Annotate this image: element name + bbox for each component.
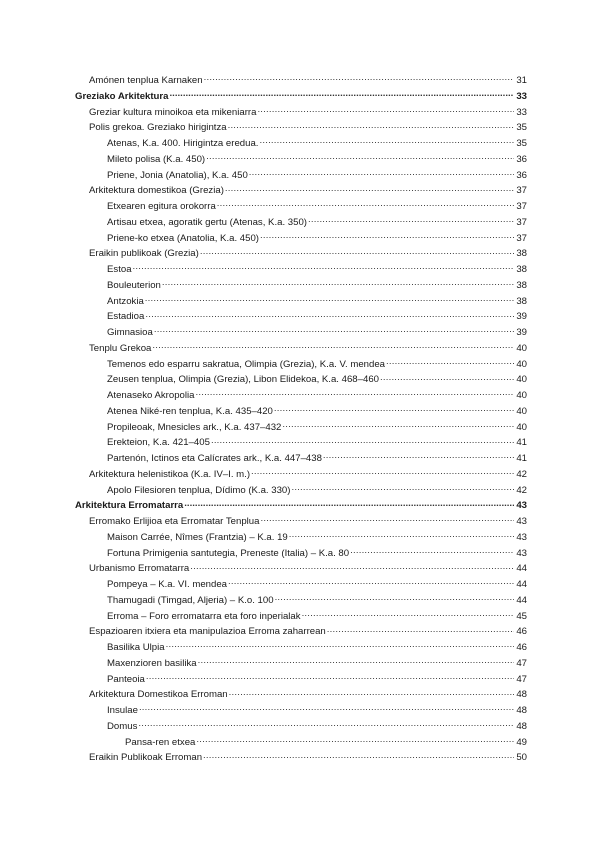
toc-dot-leader <box>302 609 514 619</box>
toc-entry-title: Bouleuterion <box>107 279 161 291</box>
toc-dot-leader <box>282 420 514 430</box>
toc-dot-leader <box>380 372 514 382</box>
toc-entry[interactable] <box>0 120 600 136</box>
toc-dot-leader <box>228 120 514 130</box>
toc-entry[interactable] <box>0 546 600 562</box>
toc-dot-leader <box>249 168 514 178</box>
toc-page-number: 42 <box>516 468 527 480</box>
toc-dot-leader <box>195 388 514 398</box>
toc-entry-title: Partenón, Ictinos eta Calícrates ark., K.a. 447–438 <box>107 453 322 464</box>
toc-dot-leader <box>229 687 514 697</box>
toc-entry[interactable] <box>0 561 600 577</box>
toc-page-number: 43 <box>516 547 527 559</box>
toc-page-number: 47 <box>516 673 527 685</box>
toc-page-number: 38 <box>516 248 527 260</box>
toc-entry[interactable] <box>0 341 600 357</box>
toc-dot-leader <box>166 640 514 650</box>
toc-dot-leader <box>228 577 514 587</box>
toc-dot-leader <box>145 309 514 319</box>
toc-dot-leader <box>196 735 514 745</box>
toc-entry[interactable] <box>0 719 600 735</box>
toc-dot-leader <box>260 231 514 241</box>
toc-entry[interactable] <box>0 624 600 640</box>
toc-page-number: 37 <box>516 216 527 228</box>
toc-page-number: 35 <box>516 138 527 149</box>
toc-page-number: 40 <box>516 358 527 370</box>
toc-page-number: 38 <box>516 264 527 275</box>
toc-entry[interactable] <box>0 372 600 388</box>
toc-entry-title: Tenplu Grekoa <box>89 342 152 354</box>
toc-page-number: 49 <box>516 736 527 748</box>
toc-entry[interactable] <box>0 199 600 215</box>
toc-dot-leader <box>217 199 514 209</box>
toc-page-number: 36 <box>516 153 527 165</box>
toc-chapter-entry[interactable] <box>0 498 600 514</box>
toc-page-number: 46 <box>516 626 527 638</box>
toc-dot-leader <box>190 561 514 571</box>
toc-page-number: 41 <box>516 453 527 464</box>
toc-entry[interactable] <box>0 609 600 625</box>
toc-dot-leader <box>275 593 514 603</box>
toc-entry-title: Arkitektura domestikoa (Grezia) <box>89 185 224 197</box>
toc-entry[interactable] <box>0 750 600 766</box>
toc-entry-title: Gimnasioa <box>107 327 153 338</box>
toc-page-number: 44 <box>516 594 527 606</box>
toc-entry-title: Domus <box>107 720 138 732</box>
toc-entry[interactable] <box>0 105 600 121</box>
toc-entry-title: Zeusen tenplua, Olimpia (Grezia), Libon Elidekoa, K.a. 468–460 <box>107 374 379 386</box>
toc-entry[interactable] <box>0 404 600 420</box>
toc-entry-title: Fortuna Primigenia santutegia, Preneste (Italia) – K.a. 80 <box>107 547 350 559</box>
toc-entry[interactable] <box>0 735 600 751</box>
toc-dot-leader <box>259 136 514 146</box>
toc-entry[interactable] <box>0 73 600 89</box>
toc-entry[interactable] <box>0 278 600 294</box>
toc-dot-leader <box>146 672 514 682</box>
toc-entry-title: Insulae <box>107 705 138 716</box>
toc-entry-title: Artisau etxea, agoratik gertu (Atenas, K.a. 350) <box>107 216 307 228</box>
toc-entry[interactable] <box>0 672 600 688</box>
toc-page-number: 48 <box>516 705 527 716</box>
table-of-contents <box>0 73 600 766</box>
toc-dot-leader <box>274 404 514 414</box>
toc-dot-leader <box>323 451 514 461</box>
toc-page-number: 33 <box>516 90 527 102</box>
toc-entry-title: Propileoak, Mnesicles ark., K.a. 437–432 <box>107 421 282 433</box>
toc-entry[interactable] <box>0 703 600 719</box>
toc-entry[interactable] <box>0 388 600 404</box>
toc-dot-leader <box>133 262 514 272</box>
toc-entry-title: Thamugadi (Timgad, Aljeria) – K.o. 100 <box>107 594 274 606</box>
toc-page-number: 43 <box>516 500 527 512</box>
toc-entry[interactable] <box>0 294 600 310</box>
toc-entry[interactable] <box>0 136 600 152</box>
toc-entry-title: Eraikin publikoak (Grezia) <box>89 248 199 260</box>
toc-dot-leader <box>211 435 514 445</box>
toc-page-number: 44 <box>516 579 527 590</box>
toc-entry-title: Urbanismo Erromatarra <box>89 563 190 575</box>
toc-dot-leader <box>257 105 514 115</box>
toc-page-number: 37 <box>516 232 527 244</box>
toc-page-number: 39 <box>516 311 527 323</box>
toc-entry-title: Erromako Erlijioa eta Erromatar Tenplua <box>89 516 260 527</box>
toc-entry[interactable] <box>0 309 600 325</box>
toc-entry-title: Mileto polisa (K.a. 450) <box>107 153 206 165</box>
toc-page-number: 35 <box>516 122 527 134</box>
toc-page-number: 38 <box>516 295 527 307</box>
toc-dot-leader <box>251 467 514 477</box>
toc-dot-leader <box>291 483 514 493</box>
toc-page-number: 40 <box>516 390 527 401</box>
toc-entry-title: Maxenzioren basilika <box>107 657 197 669</box>
toc-entry[interactable] <box>0 435 600 451</box>
toc-page-number: 38 <box>516 279 527 291</box>
toc-page-number: 47 <box>516 657 527 669</box>
toc-entry[interactable] <box>0 451 600 467</box>
toc-entry-title: Temenos edo esparru sakratua, Olimpia (Grezia), K.a. V. mendea <box>107 358 385 370</box>
toc-entry-title: Apolo Filesioren tenplua, Dídimo (K.a. 330) <box>107 484 291 496</box>
toc-page-number: 37 <box>516 201 527 212</box>
toc-page-number: 40 <box>516 421 527 433</box>
toc-entry-title: Eraikin Publikoak Erroman <box>89 752 203 764</box>
toc-entry[interactable] <box>0 656 600 672</box>
toc-entry-title: Antzokia <box>107 295 144 307</box>
toc-page-number: 40 <box>516 374 527 386</box>
toc-dot-leader <box>204 73 514 83</box>
toc-page-number: 50 <box>516 752 527 764</box>
toc-entry[interactable] <box>0 530 600 546</box>
toc-dot-leader <box>145 294 514 304</box>
toc-entry-title: Atenas, K.a. 400. Hirigintza eredua. <box>107 138 259 149</box>
toc-page-number: 36 <box>516 169 527 181</box>
toc-entry-title: Priene-ko etxea (Anatolia, K.a. 450) <box>107 232 259 244</box>
toc-dot-leader <box>203 750 514 760</box>
toc-entry-title: Arkitektura helenistikoa (K.a. IV–I. m.) <box>89 468 251 480</box>
toc-entry-title: Arkitektura Domestikoa Erroman <box>89 689 228 701</box>
toc-entry-title: Pompeya – K.a. VI. mendea <box>107 579 227 590</box>
toc-entry-title: Estadioa <box>107 311 145 323</box>
toc-entry-title: Erroma – Foro erromatarra eta foro inperialak <box>107 610 301 622</box>
toc-dot-leader <box>154 325 514 335</box>
toc-dot-leader <box>152 341 514 351</box>
toc-entry[interactable] <box>0 593 600 609</box>
toc-dot-leader <box>289 530 514 540</box>
toc-entry[interactable] <box>0 152 600 168</box>
toc-page-number: 40 <box>516 405 527 417</box>
toc-entry[interactable] <box>0 420 600 436</box>
toc-entry-title: Polis grekoa. Greziako hirigintza <box>89 122 227 134</box>
toc-page-number: 43 <box>516 531 527 543</box>
toc-dot-leader <box>386 357 514 367</box>
toc-entry[interactable] <box>0 483 600 499</box>
toc-page-number: 45 <box>516 610 527 622</box>
toc-dot-leader <box>225 183 514 193</box>
toc-entry-title: Erekteion, K.a. 421–405 <box>107 437 210 449</box>
toc-dot-leader <box>308 215 514 225</box>
toc-dot-leader <box>200 246 514 256</box>
toc-entry[interactable] <box>0 687 600 703</box>
toc-dot-leader <box>350 546 514 556</box>
toc-page-number: 40 <box>516 342 527 354</box>
toc-dot-leader <box>162 278 514 288</box>
toc-entry-title: Greziako Arkitektura <box>75 90 169 102</box>
toc-dot-leader <box>184 498 514 508</box>
toc-page-number: 41 <box>516 437 527 449</box>
toc-dot-leader <box>327 624 514 634</box>
toc-entry[interactable] <box>0 577 600 593</box>
toc-entry[interactable] <box>0 467 600 483</box>
toc-entry-title: Basilika Ulpia <box>107 642 165 653</box>
toc-entry-title: Atenaseko Akropolia <box>107 390 195 401</box>
toc-dot-leader <box>138 719 514 729</box>
toc-entry[interactable] <box>0 246 600 262</box>
toc-page-number: 33 <box>516 106 527 118</box>
toc-entry[interactable] <box>0 325 600 341</box>
toc-page-number: 44 <box>516 563 527 575</box>
toc-page-number: 42 <box>516 484 527 496</box>
toc-dot-leader <box>139 703 514 713</box>
toc-dot-leader <box>198 656 514 666</box>
toc-chapter-entry[interactable] <box>0 89 600 105</box>
toc-page-number: 46 <box>516 642 527 653</box>
toc-entry-title: Etxearen egitura orokorra <box>107 201 216 212</box>
toc-dot-leader <box>206 152 514 162</box>
toc-entry-title: Amónen tenplua Karnaken <box>89 75 203 86</box>
toc-entry-title: Maison Carrée, Nîmes (Frantzia) – K.a. 19 <box>107 531 288 543</box>
toc-page-number: 48 <box>516 720 527 732</box>
toc-entry[interactable] <box>0 231 600 247</box>
toc-entry-title: Pansa-ren etxea <box>125 736 196 748</box>
toc-entry[interactable] <box>0 640 600 656</box>
toc-dot-leader <box>170 89 515 99</box>
toc-entry-title: Arkitektura Erromatarra <box>75 500 184 512</box>
toc-page-number: 43 <box>516 516 527 527</box>
toc-page-number: 48 <box>516 689 527 701</box>
toc-entry[interactable] <box>0 215 600 231</box>
toc-entry[interactable] <box>0 514 600 530</box>
toc-page-number: 39 <box>516 327 527 338</box>
toc-entry-title: Greziar kultura minoikoa eta mikeniarra <box>89 106 257 118</box>
toc-page-number: 37 <box>516 185 527 197</box>
toc-entry-title: Panteoia <box>107 673 145 685</box>
toc-entry-title: Estoa <box>107 264 132 275</box>
toc-entry-title: Priene, Jonia (Anatolia), K.a. 450 <box>107 169 248 181</box>
toc-entry-title: Espazioaren itxiera eta manipulazioa Erroma zaharrean <box>89 626 326 638</box>
toc-entry[interactable] <box>0 183 600 199</box>
toc-entry[interactable] <box>0 168 600 184</box>
toc-dot-leader <box>260 514 514 524</box>
toc-entry[interactable] <box>0 262 600 278</box>
toc-page-number: 31 <box>516 75 527 86</box>
toc-entry[interactable] <box>0 357 600 373</box>
toc-entry-title: Atenea Niké-ren tenplua, K.a. 435–420 <box>107 405 273 417</box>
